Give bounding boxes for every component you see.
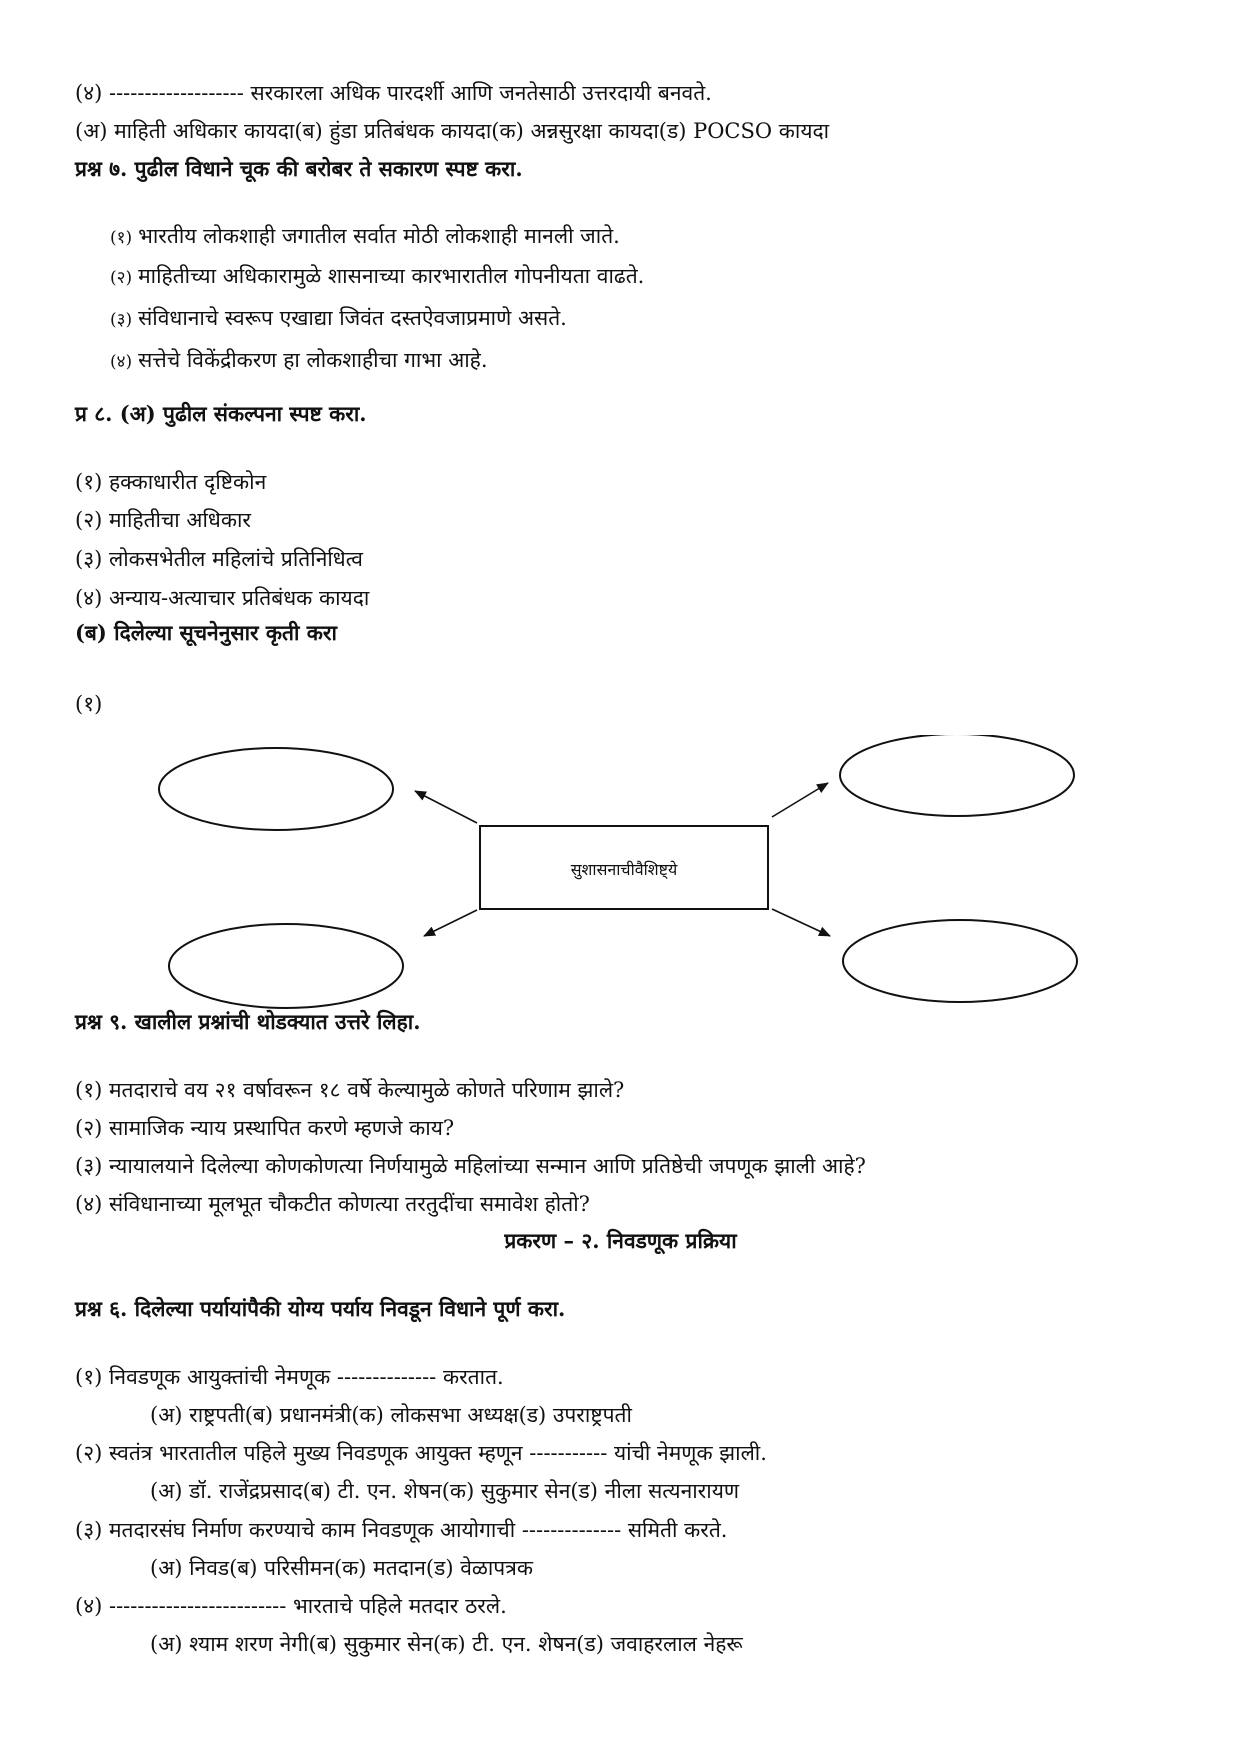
q9-item: (२) सामाजिक न्याय प्रस्थापित करणे म्हणजे काय? bbox=[75, 1116, 455, 1140]
q8-heading-b: (ब) दिलेल्या सूचनेनुसार कृती करा bbox=[75, 620, 337, 645]
q9-item: (४) संविधानाच्या मूलभूत चौकटीत कोणत्या तरतुदींचा समावेश होतो? bbox=[75, 1192, 590, 1216]
arrow-bottom-right bbox=[772, 909, 830, 936]
answer-oval-top-left[interactable] bbox=[159, 748, 393, 830]
q7-heading: प्रश्न ७. पुढील विधाने चूक की बरोबर ते सकारण स्पष्ट करा. bbox=[75, 156, 523, 181]
q7-item-text: माहितीच्या अधिकारामुळे शासनाच्या कारभारातील गोपनीयता वाढते. bbox=[138, 264, 645, 288]
q9-item: (१) मतदाराचे वय २१ वर्षावरून १८ वर्षे केल्यामुळे कोणते परिणाम झाले? bbox=[75, 1078, 625, 1102]
q6-question: (३) मतदारसंघ निर्माण करण्याचे काम निवडणूक आयोगाची -------------- समिती करते. bbox=[75, 1518, 728, 1542]
q8-sub-number: (१) bbox=[75, 692, 103, 716]
q9-heading: प्रश्न ९. खालील प्रश्नांची थोडक्यात उत्तरे लिहा. bbox=[75, 1009, 421, 1034]
q9-item: (३) न्यायालयाने दिलेल्या कोणकोणत्या निर्णयामुळे महिलांच्या सन्मान आणि प्रतिष्ठेची जपणूक झाली आहे? bbox=[75, 1154, 866, 1178]
answer-oval-bottom-left[interactable] bbox=[169, 924, 403, 1008]
q6-options: (अ) निवड(ब) परिसीमन(क) मतदान(ड) वेळापत्रक bbox=[150, 1556, 533, 1580]
q7-item bbox=[110, 304, 567, 334]
q7-item-number: (१) bbox=[110, 228, 133, 248]
q8-item: (२) माहितीचा अधिकार bbox=[75, 508, 251, 532]
q4-options: (अ) माहिती अधिकार कायदा(ब) हुंडा प्रतिबंधक कायदा(क) अन्नसुरक्षा कायदा(ड) POCSO कायदा bbox=[75, 119, 830, 143]
q7-item-text: सत्तेचे विकेंद्रीकरण हा लोकशाहीचा गाभा आहे. bbox=[138, 348, 488, 372]
q6-question: (१) निवडणूक आयुक्तांची नेमणूक -------------- करतात. bbox=[75, 1365, 504, 1389]
q8-item: (३) लोकसभेतील महिलांचे प्रतिनिधित्व bbox=[75, 547, 363, 571]
q4-statement: (४) ------------------- सरकारला अधिक पारदर्शी आणि जनतेसाठी उत्तरदायी बनवते. bbox=[75, 81, 712, 105]
q6-options: (अ) डॉ. राजेंद्रप्रसाद(ब) टी. एन. शेषन(क) सुकुमार सेन(ड) नीला सत्यनारायण bbox=[150, 1479, 740, 1503]
concept-web-diagram bbox=[150, 735, 1090, 1025]
q7-item-text: संविधानाचे स्वरूप एखाद्या जिवंत दस्तऐवजाप्रमाणे असते. bbox=[138, 306, 567, 330]
q6-options: (अ) राष्ट्रपती(ब) प्रधानमंत्री(क) लोकसभा अध्यक्ष(ड) उपराष्ट्रपती bbox=[150, 1403, 632, 1427]
q8-item: (१) हक्काधारीत दृष्टिकोन bbox=[75, 470, 267, 494]
arrow-top-left bbox=[415, 791, 477, 823]
q7-item-number: (२) bbox=[110, 268, 133, 288]
q6-options: (अ) श्याम शरण नेगी(ब) सुकुमार सेन(क) टी. एन. शेषन(ड) जवाहरलाल नेहरू bbox=[150, 1632, 743, 1656]
q6-heading: प्रश्न ६. दिलेल्या पर्यायांपैकी योग्य पर्याय निवडून विधाने पूर्ण करा. bbox=[75, 1296, 566, 1321]
q7-item bbox=[110, 346, 488, 376]
chapter-title: प्रकरण – २. निवडणूक प्रक्रिया bbox=[504, 1228, 737, 1253]
q7-item-text: भारतीय लोकशाही जगातील सर्वात मोठी लोकशाही मानली जाते. bbox=[138, 224, 620, 248]
center-label: सुशासनाचीवैशिष्ट्ये bbox=[570, 860, 678, 879]
q6-question: (२) स्वतंत्र भारतातील पहिले मुख्य निवडणूक आयुक्त म्हणून ----------- यांची नेमणूक झाली. bbox=[75, 1441, 767, 1465]
q7-item-number: (३) bbox=[110, 310, 133, 330]
q7-item bbox=[110, 222, 620, 252]
q7-item-number: (४) bbox=[110, 352, 133, 372]
arrow-bottom-left bbox=[424, 910, 477, 936]
q6-question: (४) ------------------------- भारताचे पहिले मतदार ठरले. bbox=[75, 1594, 507, 1618]
answer-oval-bottom-right[interactable] bbox=[843, 920, 1077, 1002]
q8-heading-a: प्र ८. (अ) पुढील संकल्पना स्पष्ट करा. bbox=[75, 401, 367, 426]
q7-item bbox=[110, 262, 644, 292]
arrow-top-right bbox=[772, 783, 828, 817]
q8-item: (४) अन्याय-अत्याचार प्रतिबंधक कायदा bbox=[75, 586, 370, 610]
answer-oval-top-right[interactable] bbox=[840, 735, 1074, 816]
